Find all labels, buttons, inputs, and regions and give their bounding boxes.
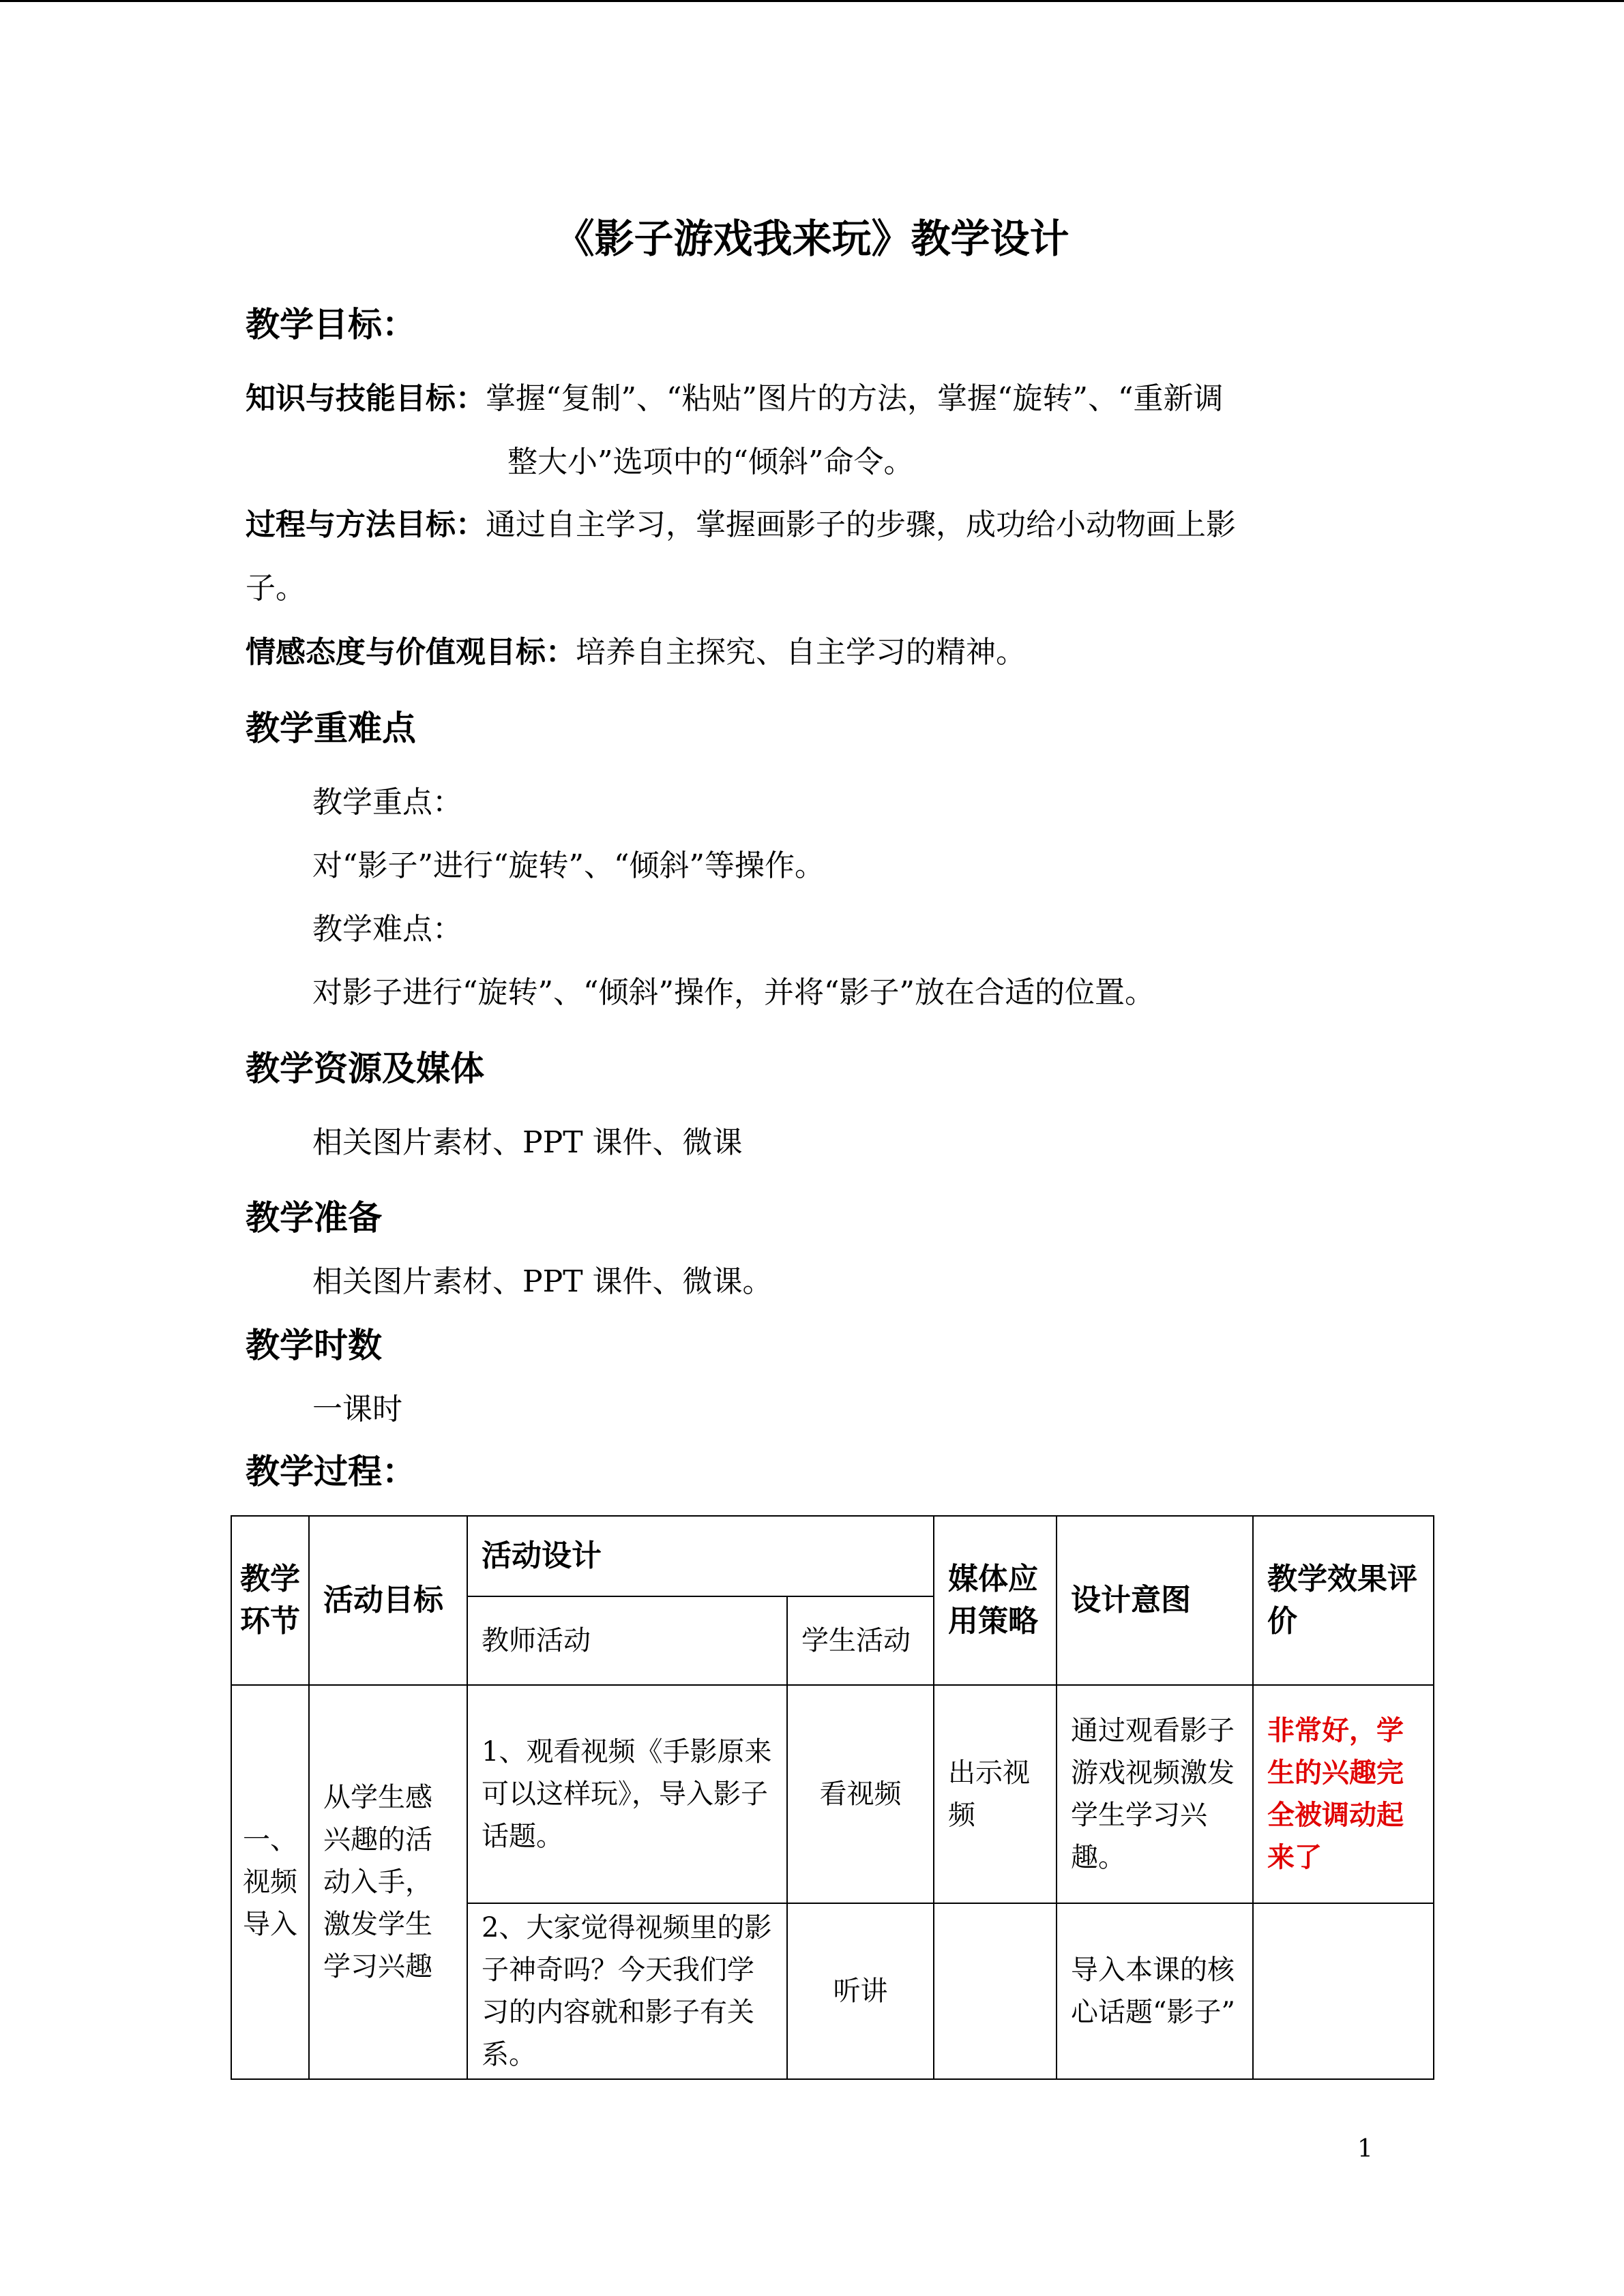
teacher-activity-1: 1、观看视频《手影原来可以这样玩》，导入影子话题。 bbox=[467, 1685, 787, 1903]
hours-heading: 教学时数 bbox=[246, 1326, 382, 1365]
student-activity-2: 听讲 bbox=[787, 1903, 934, 2079]
goal-cell: 从学生感兴趣的活动入手，激发学生学习兴趣 bbox=[309, 1685, 467, 2079]
header-teacher: 教师活动 bbox=[467, 1596, 787, 1685]
emotion-objective-text: 培养自主探究、自主学习的精神。 bbox=[576, 635, 1026, 670]
header-goal: 活动目标 bbox=[309, 1516, 467, 1685]
focus-label: 教学重点： bbox=[312, 785, 462, 820]
stage-cell: 一、视频导入 bbox=[231, 1685, 309, 2079]
resources-text: 相关图片素材、PPT 课件、微课 bbox=[312, 1125, 743, 1160]
header-intent: 设计意图 bbox=[1057, 1516, 1253, 1685]
preparation-heading: 教学准备 bbox=[246, 1198, 382, 1238]
header-stage: 教学环节 bbox=[231, 1516, 309, 1685]
difficulty-text: 对影子进行“旋转”、“倾斜”操作，并将“影子”放在合适的位置。 bbox=[312, 975, 1155, 1010]
process-heading: 教学过程： bbox=[246, 1452, 416, 1491]
process-objective-text-2: 子。 bbox=[246, 571, 306, 606]
media-strategy-1: 出示视频 bbox=[934, 1685, 1057, 1903]
table-row bbox=[231, 1685, 1434, 1903]
design-intent-1: 通过观看影子游戏视频激发学生学习兴趣。 bbox=[1057, 1685, 1253, 1903]
difficulty-label: 教学难点： bbox=[312, 912, 462, 946]
objectives-heading: 教学目标： bbox=[246, 305, 416, 344]
focus-text: 对“影子”进行“旋转”、“倾斜”等操作。 bbox=[312, 848, 825, 883]
teacher-activity-2: 2、大家觉得视频里的影子神奇吗？今天我们学习的内容就和影子有关系。 bbox=[467, 1903, 787, 2079]
knowledge-objective-line1 bbox=[246, 372, 1223, 426]
knowledge-objective-text-1: 掌握“复制”、“粘贴”图片的方法，掌握“旋转”、“重新调 bbox=[486, 381, 1224, 416]
resources-heading: 教学资源及媒体 bbox=[246, 1049, 484, 1088]
teaching-process-table bbox=[231, 1515, 1434, 2080]
header-evaluation: 教学效果评价 bbox=[1253, 1516, 1434, 1685]
header-media: 媒体应用策略 bbox=[934, 1516, 1057, 1685]
header-design: 活动设计 bbox=[467, 1516, 934, 1596]
evaluation-2 bbox=[1253, 1903, 1434, 2079]
key-points-heading: 教学重难点 bbox=[246, 709, 416, 748]
process-objective-text-1: 通过自主学习，掌握画影子的步骤，成功给小动物画上影 bbox=[486, 507, 1236, 542]
student-activity-1: 看视频 bbox=[787, 1685, 934, 1903]
header-student: 学生活动 bbox=[787, 1596, 934, 1685]
design-intent-2: 导入本课的核心话题“影子” bbox=[1057, 1903, 1253, 2079]
process-objective-line1 bbox=[246, 498, 1236, 552]
hours-text: 一课时 bbox=[312, 1392, 402, 1427]
preparation-text: 相关图片素材、PPT 课件、微课。 bbox=[312, 1264, 773, 1299]
knowledge-objective-text-2: 整大小”选项中的“倾斜”命令。 bbox=[507, 445, 914, 479]
page-number: 1 bbox=[1357, 2135, 1373, 2163]
evaluation-1: 非常好，学生的兴趣完全被调动起来了 bbox=[1253, 1685, 1434, 1903]
knowledge-objective-label: 知识与技能目标： bbox=[246, 381, 486, 416]
document-title: 《影子游戏我来玩》教学设计 bbox=[555, 215, 1069, 262]
media-strategy-2 bbox=[934, 1903, 1057, 2079]
process-objective-label: 过程与方法目标： bbox=[246, 507, 486, 542]
top-border-line bbox=[0, 0, 1624, 2]
emotion-objective-label: 情感态度与价值观目标： bbox=[246, 635, 576, 670]
emotion-objective-line bbox=[246, 625, 1026, 680]
